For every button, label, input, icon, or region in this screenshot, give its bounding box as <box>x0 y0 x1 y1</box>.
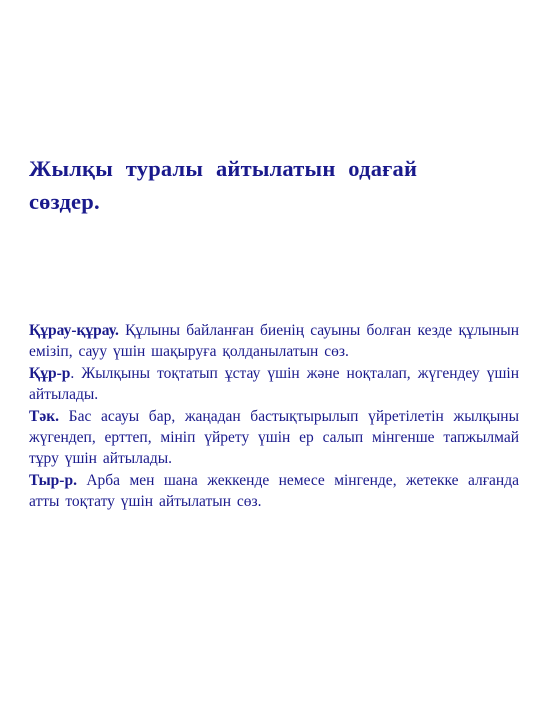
entry-term: Тәк. <box>29 407 60 425</box>
entry-tak <box>29 406 519 470</box>
slide-body <box>29 320 519 513</box>
entry-kurau <box>29 320 519 363</box>
entry-term: Құрау-құрау. <box>29 322 119 339</box>
entry-definition: Арба мен шана жеккенде немесе мінгенде, жетекке алғанда атты тоқтату үшін айтылатын сөз. <box>29 471 519 511</box>
slide-title: Жылқы туралы айтылатын одағай сөздер. <box>29 156 418 214</box>
entry-tyr <box>29 470 519 513</box>
entry-definition: . Жылқыны тоқтатып ұстау үшін және ноқталап, жүгендеу үшін айтылады. <box>29 364 519 404</box>
entry-term: Тыр-р. <box>29 471 77 489</box>
entry-definition: Бас асауы бар, жаңадан бастықтырылып үйретілетін жылқыны жүгендеп, ерттеп, мініп үйрету үшін ер салып мінгенше тапжылмай тұру үшін айтылады. <box>29 407 519 468</box>
entry-definition: Құлыны байланған биенің сауыны болған кезде құлынын емізіп, сауу үшін шақыруға қолданылатын сөз. <box>29 322 519 361</box>
entry-term: Құр-р <box>29 364 71 382</box>
entry-kur <box>29 363 519 406</box>
